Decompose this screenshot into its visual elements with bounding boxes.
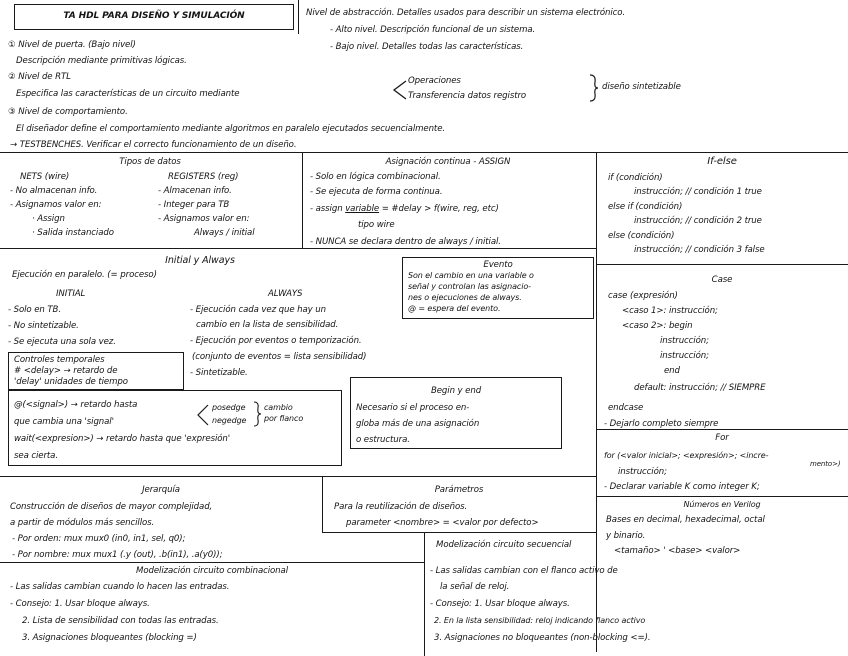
rtl-option-transfer: Transferencia datos registro <box>408 91 527 101</box>
assign-keyword: - assign <box>310 204 343 214</box>
param-line-2: parameter <nombre> = <valor por defecto> <box>346 518 539 528</box>
always-item-5: - Sintetizable. <box>190 368 248 378</box>
abstraction-high: - Alto nivel. Descripción funcional de un sistema. <box>330 25 536 35</box>
initial-item-3: - Se ejecuta una sola vez. <box>8 337 116 347</box>
control-line-5: wait(<expresion>) → retardo hasta que 'expresión' <box>14 434 230 444</box>
tipos-regs-2: - Integer para TB <box>158 200 230 210</box>
for-line-2: instrucción; <box>618 467 667 477</box>
tipos-nets-2: - Asignamos valor en: <box>10 200 102 210</box>
divider-bottom-left <box>0 562 424 563</box>
rtl-curly-brace <box>588 74 600 102</box>
secu-line-4: 2. En la lista sensibilidad: reloj indicando flanco activo <box>434 616 646 625</box>
level-rtl-desc: Especifica las características de un circuito mediante <box>16 89 240 99</box>
secu-title: Modelización circuito secuencial <box>436 540 572 550</box>
ifelse-title: If-else <box>707 156 737 167</box>
assign-line-4: tipo wire <box>358 220 395 230</box>
jerarquia-line-1: Construcción de diseños de mayor complejidad, <box>10 502 213 512</box>
testbench-note: → TESTBENCHES. Verificar el correcto funcionamiento de un diseño. <box>10 140 297 150</box>
jerarquia-line-2: a partir de módulos más sencillos. <box>10 518 155 528</box>
initial-subtitle: Ejecución en paralelo. (= proceso) <box>12 270 157 280</box>
abstraction-def: Nivel de abstracción. Detalles usados para describir un sistema electrónico. <box>306 8 626 18</box>
rtl-option-operations: Operaciones <box>408 76 461 86</box>
numeros-line-2: y binario. <box>606 531 646 541</box>
control-angle-bracket <box>196 404 210 426</box>
always-header: ALWAYS <box>268 289 303 299</box>
tipos-regs-1: - Almacenan info. <box>158 186 232 196</box>
ifelse-line-1: if (condición) <box>608 173 663 183</box>
always-item-1: - Ejecución cada vez que hay un <box>190 305 326 315</box>
control-negedge: negedge <box>212 416 247 425</box>
tipos-title: Tipos de datos <box>119 157 181 167</box>
jerarquia-line-4: - Por nombre: mux mux1 (.y (out), .b(in1), .a(y0)); <box>12 550 223 560</box>
ifelse-line-2: instrucción; // condición 1 true <box>634 187 762 197</box>
begin-title: Begin y end <box>430 386 482 396</box>
case-line-1: case (expresión) <box>608 291 678 301</box>
numeros-line-1: Bases en decimal, hexadecimal, octal <box>606 515 765 525</box>
assign-variable: variable <box>345 204 380 214</box>
case-line-5: instrucción; <box>660 351 709 361</box>
level-behavioral-desc: El diseñador define el comportamiento mediante algoritmos en paralelo ejecutados secuencialmente. <box>16 124 446 134</box>
initial-item-1: - Solo en TB. <box>8 305 61 315</box>
case-line-7: default: instrucción; // SIEMPRE <box>634 383 766 393</box>
tipos-nets-3: · Assign <box>32 214 65 224</box>
jerarquia-line-3: - Por orden: mux mux0 (in0, in1, sel, q0); <box>12 534 186 544</box>
secu-line-3: - Consejo: 1. Usar bloque always. <box>430 599 570 609</box>
tipos-nets-1: - No almacenan info. <box>10 186 98 196</box>
level-gate-desc: Descripción mediante primitivas lógicas. <box>16 56 187 66</box>
ifelse-line-4: instrucción; // condición 2 true <box>634 216 762 226</box>
assign-line-1: - Solo en lógica combinacional. <box>310 172 441 182</box>
always-item-2: cambio en la lista de sensibilidad. <box>196 320 339 330</box>
initial-item-2: - No sintetizable. <box>8 321 79 331</box>
abstraction-low: - Bajo nivel. Detalles todas las características. <box>330 42 524 52</box>
param-title: Parámetros <box>434 485 484 495</box>
secu-line-5: 3. Asignaciones no bloqueantes (non-blocking <=). <box>434 633 651 643</box>
divider-top <box>0 152 848 153</box>
control-posedge: posedge <box>212 403 246 412</box>
for-line-1: for (<valor inicial>; <expresión>; <incre- <box>604 451 769 460</box>
assign-expr: = #delay > f(wire, reg, etc) <box>381 204 499 214</box>
comb-title: Modelización circuito combinacional <box>136 566 288 576</box>
divider-mid-left <box>0 248 596 249</box>
comb-line-1: - Las salidas cambian cuando lo hacen las entradas. <box>10 582 230 592</box>
numeros-line-3: <tamaño> ' <base> <valor> <box>614 546 741 556</box>
comb-line-2: - Consejo: 1. Usar bloque always. <box>10 599 150 609</box>
case-line-3: <caso 2>: begin <box>622 321 693 331</box>
control-cambio: cambio <box>264 403 293 412</box>
tipos-regs-header: REGISTERS (reg) <box>168 172 239 182</box>
secu-line-1: - Las salidas cambian con el flanco activo de <box>430 566 618 576</box>
rtl-angle-bracket <box>392 80 408 100</box>
always-item-4: (conjunto de eventos = lista sensibilidad) <box>192 352 367 362</box>
for-line-3: - Declarar variable K como integer K; <box>604 482 760 492</box>
control-line-6: sea cierta. <box>14 451 58 461</box>
control-title: Controles temporales <box>14 355 105 365</box>
control-line-4: que cambia una 'signal' <box>14 417 114 427</box>
level-behavioral: ③ Nivel de comportamiento. <box>8 107 128 117</box>
tipos-regs-4: Always / initial <box>194 228 255 238</box>
begin-line-2: globa más de una asignación <box>356 419 480 429</box>
tipos-nets-4: · Salida instanciado <box>32 228 114 238</box>
for-title: For <box>715 433 729 443</box>
assign-title: Asignación continua - ASSIGN <box>385 157 511 167</box>
level-rtl: ② Nivel de RTL <box>8 72 71 82</box>
ifelse-line-6: instrucción; // condición 3 false <box>634 245 765 255</box>
case-line-6: end <box>664 366 680 376</box>
case-line-9: - Dejarlo completo siempre <box>604 419 719 429</box>
title-divider <box>298 0 299 34</box>
evento-line-1: Son el cambio en una variable o <box>408 271 534 280</box>
assign-line-3 <box>310 204 499 214</box>
evento-line-2: señal y controlan las asignacio- <box>408 282 531 291</box>
always-item-3: - Ejecución por eventos o temporización. <box>190 336 362 346</box>
ifelse-line-3: else if (condición) <box>608 202 683 212</box>
begin-line-3: o estructura. <box>356 435 410 445</box>
secu-line-2: la señal de reloj. <box>440 582 510 592</box>
control-curly-brace <box>252 401 262 427</box>
divider-lower <box>0 476 596 477</box>
tipos-regs-3: - Asignamos valor en: <box>158 214 250 224</box>
evento-title: Evento <box>483 260 513 270</box>
numeros-title: Números en Verilog <box>683 500 761 509</box>
initial-header: INITIAL <box>56 289 86 299</box>
control-line-3: @(<signal>) → retardo hasta <box>14 400 138 410</box>
assign-line-5: - NUNCA se declara dentro de always / initial. <box>310 237 501 247</box>
tipos-nets-header: NETS (wire) <box>20 172 70 182</box>
param-line-1: Para la reutilización de diseños. <box>334 502 468 512</box>
divider-v4 <box>424 532 425 656</box>
divider-param-bottom <box>322 532 596 533</box>
control-line-1: # <delay> → retardo de <box>14 366 118 376</box>
case-line-8: endcase <box>608 403 644 413</box>
divider-for-numeros <box>596 496 848 497</box>
rtl-synth-note: diseño sintetizable <box>602 82 681 92</box>
ifelse-line-5: else (condición) <box>608 231 675 241</box>
control-por-flanco: por flanco <box>264 414 304 423</box>
case-line-2: <caso 1>: instrucción; <box>622 306 718 316</box>
evento-line-4: @ = espera del evento. <box>408 304 501 313</box>
comb-line-4: 3. Asignaciones bloqueantes (blocking =) <box>22 633 197 643</box>
divider-case-for <box>596 429 848 430</box>
assign-line-2: - Se ejecuta de forma continua. <box>310 187 443 197</box>
case-line-4: instrucción; <box>660 336 709 346</box>
initial-title: Initial y Always <box>165 255 235 266</box>
page-title: TA HDL PARA DISEÑO Y SIMULACIÓN <box>63 11 245 21</box>
for-line-1b: mento>) <box>810 460 841 468</box>
evento-line-3: nes o ejecuciones de always. <box>408 293 522 302</box>
divider-v2 <box>596 152 597 652</box>
comb-line-3: 2. Lista de sensibilidad con todas las entradas. <box>22 616 219 626</box>
divider-ifelse-case <box>596 264 848 265</box>
level-gate: ① Nivel de puerta. (Bajo nivel) <box>8 40 136 50</box>
control-line-2: 'delay' unidades de tiempo <box>14 377 128 387</box>
case-title: Case <box>711 275 733 285</box>
jerarquia-title: Jerarquía <box>142 485 180 495</box>
begin-line-1: Necesario si el proceso en- <box>356 403 470 413</box>
